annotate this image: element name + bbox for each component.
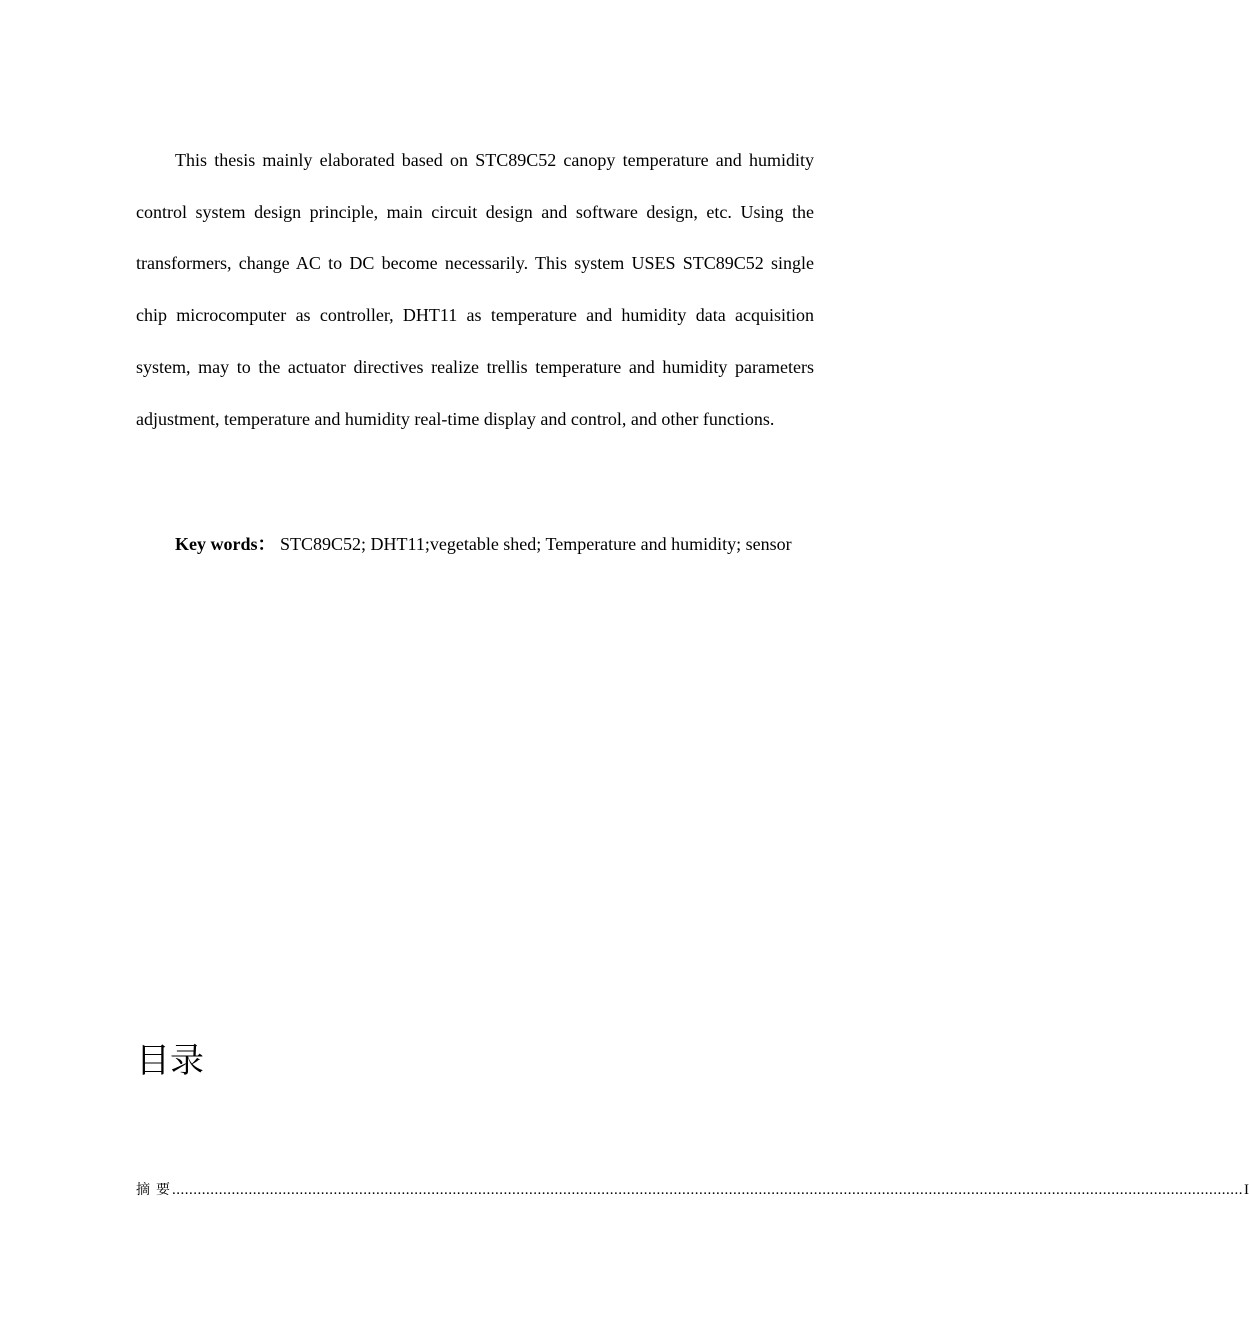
toc-dot-leader: ............................................................................................................................................................................................................................................................ — [172, 1182, 1243, 1198]
keywords-paragraph — [136, 519, 814, 571]
toc-entry-label: 摘要 — [136, 1182, 176, 1198]
toc-entry-page-number: I — [1244, 1182, 1249, 1198]
keywords-label: Key words： — [175, 534, 276, 554]
keywords-value: STC89C52; DHT11;vegetable shed; Temperature and humidity; sensor — [280, 534, 792, 554]
abstract-paragraph: This thesis mainly elaborated based on STC89C52 canopy temperature and humidity control system design principle, main circuit design and software design, etc. Using the transformers, change AC to DC become necessarily. This system USES STC89C52 single chip microcomputer as controller, DHT11 as temperature and humidity data acquisition system, may to the actuator directives realize trellis temperature and humidity parameters adjustment, temperature and humidity real-time display and control, and other functions. — [136, 150, 814, 429]
toc-title: 目录 — [136, 1041, 204, 1081]
toc-entry[interactable] — [136, 1178, 1249, 1202]
